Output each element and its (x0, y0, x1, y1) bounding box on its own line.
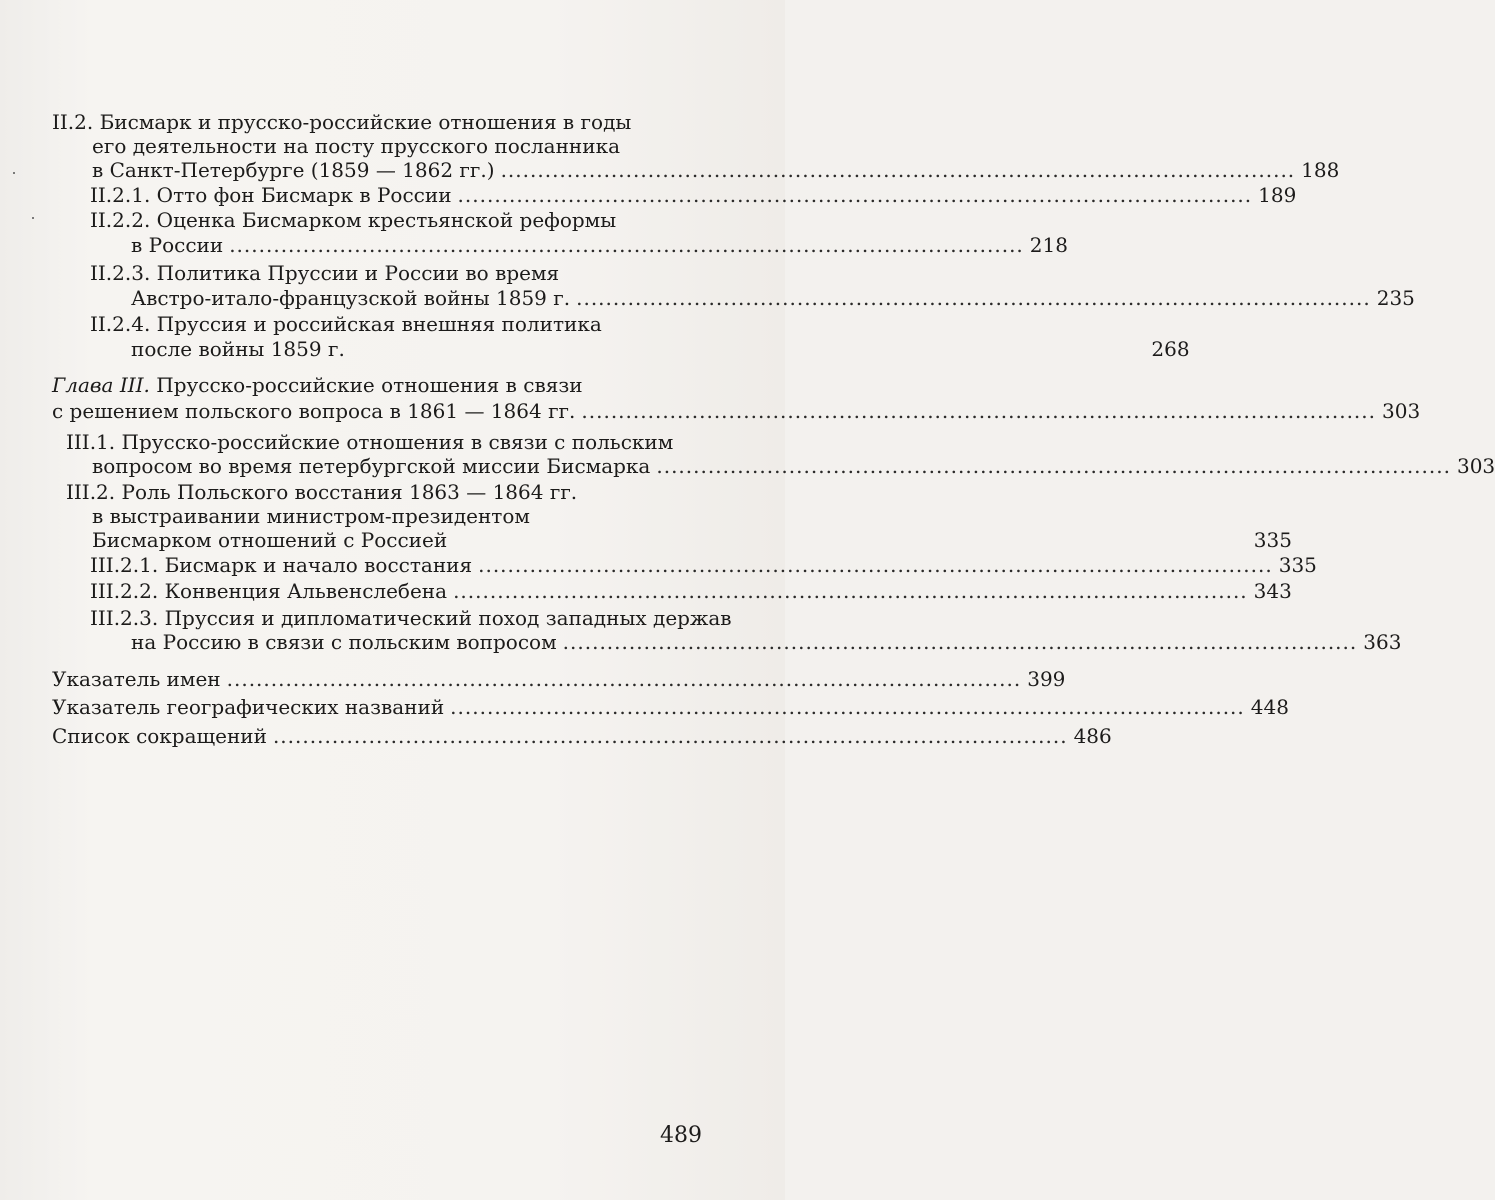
toc-entry-line: III.1. Прусско-российские отношения в связи с польским (66, 430, 674, 454)
toc-leader-dots: ............................................................................................................ (576, 286, 1371, 310)
toc-entry[interactable] (52, 724, 1112, 748)
toc-entry-title: после войны 1859 г. (131, 337, 345, 361)
toc-entry-title: Список сокращений (52, 724, 267, 748)
toc-entry-line: его деятельности на посту прусского посланника (92, 134, 621, 158)
toc-page-number: 448 (1250, 695, 1289, 719)
toc-entry[interactable] (92, 528, 1292, 552)
chapter-title: Прусско-российские отношения в связи (149, 373, 583, 397)
toc-page-number: 189 (1258, 183, 1297, 207)
toc-entry[interactable] (92, 158, 1340, 182)
toc-page-number: 188 (1301, 158, 1340, 182)
page-number: 489 (660, 1123, 702, 1148)
toc-entry-line: II.2.3. Политика Пруссии и России во время (90, 261, 560, 285)
toc-entry-title: III.2.2. Конвенция Альвенслебена (90, 579, 448, 603)
toc-page-number: 335 (1253, 528, 1292, 552)
toc-leader-dots: ............................................................................................................ (478, 553, 1273, 577)
toc-entry-title: на Россию в связи с польским вопросом (131, 630, 557, 654)
toc-entry-line: II.2.4. Пруссия и российская внешняя политика (90, 312, 602, 336)
toc-page-number: 268 (1151, 337, 1190, 361)
toc-entry[interactable] (90, 183, 1297, 207)
toc-page-number: 218 (1029, 233, 1068, 257)
toc-entry[interactable] (131, 286, 1415, 310)
toc-entry[interactable] (92, 454, 1495, 478)
toc-leader-dots: ............................................................................................................ (272, 724, 1068, 748)
toc-entry-title: III.2.1. Бисмарк и начало восстания (90, 553, 473, 577)
toc-leader-dots: ............................................................................................................ (450, 695, 1245, 719)
toc-entry[interactable] (52, 399, 1421, 423)
toc-entry[interactable] (131, 630, 1402, 654)
toc-leader-dots: ............................................................................................................ (229, 233, 1024, 257)
toc-entry[interactable] (52, 695, 1289, 719)
toc-page-number: 335 (1278, 553, 1317, 577)
toc-entry-title: в России (131, 233, 224, 257)
toc-page-number: 363 (1363, 630, 1402, 654)
toc-leader-dots: ............................................................................................................ (453, 579, 1248, 603)
toc-entry[interactable] (52, 667, 1066, 691)
toc-leader-dots: ............................................................................................................ (500, 158, 1296, 182)
toc-entry[interactable] (90, 579, 1292, 603)
print-speck (13, 172, 15, 174)
toc-entry-title: Указатель географических названий (52, 695, 445, 719)
chapter-label: Глава III. (52, 373, 150, 397)
toc-entry-line: II.2. Бисмарк и прусско-российские отношения в годы (52, 110, 632, 134)
toc-page-number: 303 (1382, 399, 1421, 423)
print-speck (32, 217, 34, 219)
toc-entry-title: в Санкт-Петербурге (1859 — 1862 гг.) (92, 158, 495, 182)
toc-entry[interactable] (131, 233, 1068, 257)
toc-page-number: 486 (1073, 724, 1112, 748)
toc-chapter-line (52, 373, 583, 397)
toc-entry-title: Австро-итало-французской войны 1859 г. (131, 286, 571, 310)
toc-entry[interactable] (90, 553, 1317, 577)
toc-leader-dots: ............................................................................................................ (581, 399, 1376, 423)
toc-entry[interactable] (131, 337, 1190, 361)
toc-entry-title: Указатель имен (52, 667, 221, 691)
toc-leader-dots: ............................................................................................................ (656, 454, 1451, 478)
toc-entry-line: в выстраивании министром-президентом (92, 504, 530, 528)
toc-entry-line: II.2.2. Оценка Бисмарком крестьянской реформы (90, 208, 617, 232)
toc-page-number: 399 (1027, 667, 1066, 691)
toc-page-number: 343 (1253, 579, 1292, 603)
toc-leader-dots: ............................................................................................................ (226, 667, 1022, 691)
toc-leader-dots: ............................................................................................................ (457, 183, 1253, 207)
toc-leader-dots: ............................................................................................................ (562, 630, 1358, 654)
toc-entry-title: II.2.1. Отто фон Бисмарк в России (90, 183, 452, 207)
toc-entry-line: III.2. Роль Польского восстания 1863 — 1864 гг. (66, 480, 578, 504)
toc-entry-title: вопросом во время петербургской миссии Бисмарка (92, 454, 651, 478)
toc-entry-title: с решением польского вопроса в 1861 — 1864 гг. (52, 399, 576, 423)
toc-entry-title: Бисмарком отношений с Россией (92, 528, 448, 552)
toc-entry-line: III.2.3. Пруссия и дипломатический поход западных держав (90, 606, 732, 630)
toc-page-number: 235 (1376, 286, 1415, 310)
toc-page-number: 303 (1456, 454, 1495, 478)
